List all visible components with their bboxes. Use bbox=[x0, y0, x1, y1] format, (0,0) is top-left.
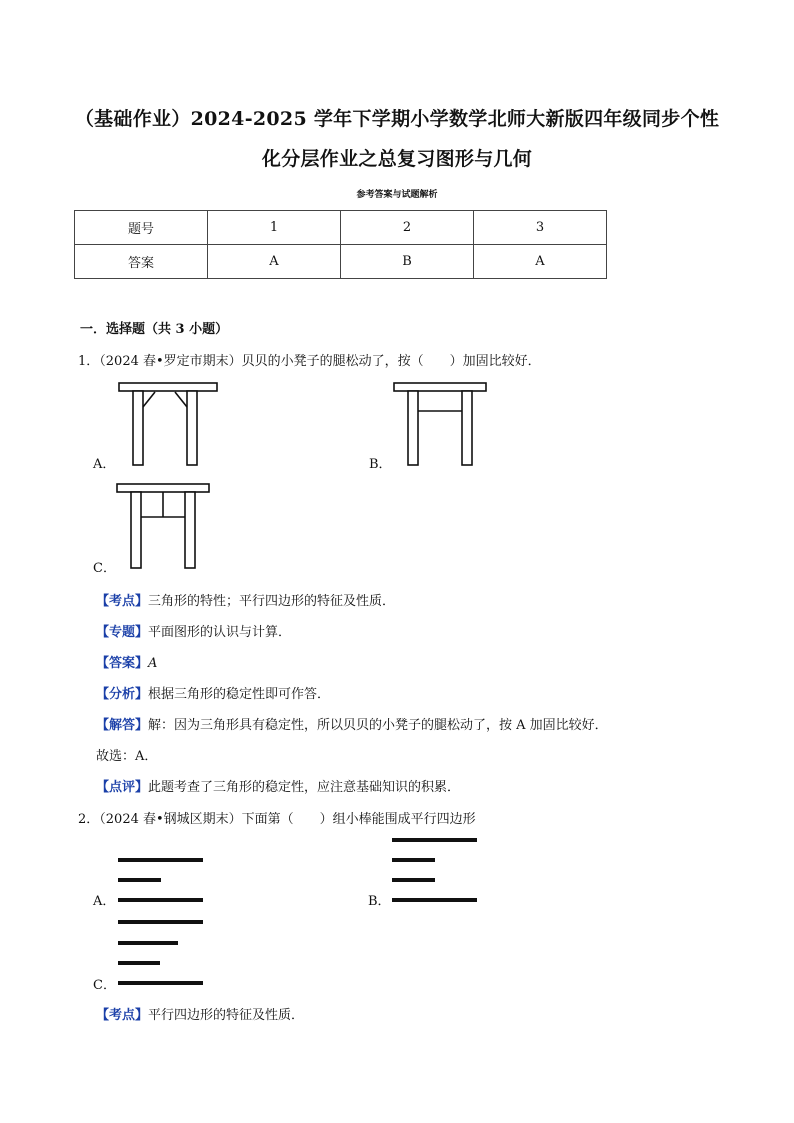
q1-fenxi bbox=[96, 683, 330, 702]
stool-a-figure bbox=[118, 382, 222, 468]
stick bbox=[118, 898, 203, 902]
doc-title-line2: 化分层作业之总复习图形与几何 bbox=[261, 148, 533, 170]
stick bbox=[118, 981, 203, 985]
table-cell: A bbox=[208, 245, 341, 279]
q2-option-a-label: A． bbox=[93, 894, 116, 909]
q1-stem: 1．（2024 春•罗定市期末）贝贝的小凳子的腿松动了，按（ ）加固比较好． bbox=[78, 354, 541, 369]
kaodian-tag: 【考点】 bbox=[96, 1008, 149, 1023]
q1-option-c-label: C． bbox=[93, 561, 116, 576]
q1-zhuanti bbox=[96, 621, 291, 640]
daan-tag: 【答案】 bbox=[96, 656, 149, 671]
fenxi-tag: 【分析】 bbox=[96, 687, 149, 702]
jieda-tag: 【解答】 bbox=[96, 718, 149, 733]
section-heading: 一．选择题（共 3 小题） bbox=[80, 322, 229, 337]
q1-option-a-label: A． bbox=[93, 457, 116, 472]
doc-subtitle: 参考答案与试题解析 bbox=[356, 190, 438, 200]
table-cell: B bbox=[341, 245, 474, 279]
q2-stem: 2．（2024 春•钢城区期末）下面第（ ）组小棒能围成平行四边形 bbox=[78, 812, 476, 827]
dianping-tag: 【点评】 bbox=[96, 780, 149, 795]
table-row bbox=[75, 211, 607, 245]
kaodian-text: 平行四边形的特征及性质． bbox=[148, 1008, 305, 1023]
table-cell: 3 bbox=[474, 211, 607, 245]
q2-option-b-label: B． bbox=[368, 894, 391, 909]
q1-option-b-label: B． bbox=[369, 457, 392, 472]
stick bbox=[392, 878, 435, 882]
table-cell: 题号 bbox=[75, 211, 208, 245]
table-cell: 答案 bbox=[75, 245, 208, 279]
table-cell: 1 bbox=[208, 211, 341, 245]
kaodian-text: 三角形的特性；平行四边形的特征及性质． bbox=[148, 594, 396, 609]
daan-text: A bbox=[148, 656, 158, 671]
stick bbox=[118, 941, 178, 945]
table-cell: A bbox=[474, 245, 607, 279]
kaodian-tag: 【考点】 bbox=[96, 594, 149, 609]
q1-daan bbox=[96, 652, 157, 671]
q2-option-c-label: C． bbox=[93, 978, 116, 993]
q1-jieda bbox=[96, 714, 608, 733]
answer-table bbox=[74, 210, 607, 279]
table-row bbox=[75, 245, 607, 279]
q2-kaodian bbox=[96, 1004, 304, 1023]
fenxi-text: 根据三角形的稳定性即可作答． bbox=[148, 687, 331, 702]
jieda-text: 解：因为三角形具有稳定性，所以贝贝的小凳子的腿松动了，按 A 加固比较好． bbox=[148, 718, 608, 733]
q1-guxuan: 故选：A． bbox=[96, 749, 158, 764]
doc-title-line1: （基础作业）2024-2025 学年下学期小学数学北师大新版四年级同步个性 bbox=[74, 108, 720, 130]
table-cell: 2 bbox=[341, 211, 474, 245]
stick bbox=[392, 838, 477, 842]
stick bbox=[118, 920, 203, 924]
stool-b-figure bbox=[393, 382, 489, 468]
stick bbox=[118, 858, 203, 862]
stick bbox=[392, 898, 477, 902]
dianping-text: 此题考查了三角形的稳定性，应注意基础知识的积累． bbox=[148, 780, 461, 795]
zhuanti-tag: 【专题】 bbox=[96, 625, 149, 640]
stick bbox=[118, 878, 161, 882]
q1-kaodian bbox=[96, 590, 395, 609]
stool-c-figure bbox=[116, 483, 212, 573]
stick bbox=[392, 858, 435, 862]
stick bbox=[118, 961, 160, 965]
q1-dianping bbox=[96, 776, 460, 795]
zhuanti-text: 平面图形的认识与计算． bbox=[148, 625, 292, 640]
